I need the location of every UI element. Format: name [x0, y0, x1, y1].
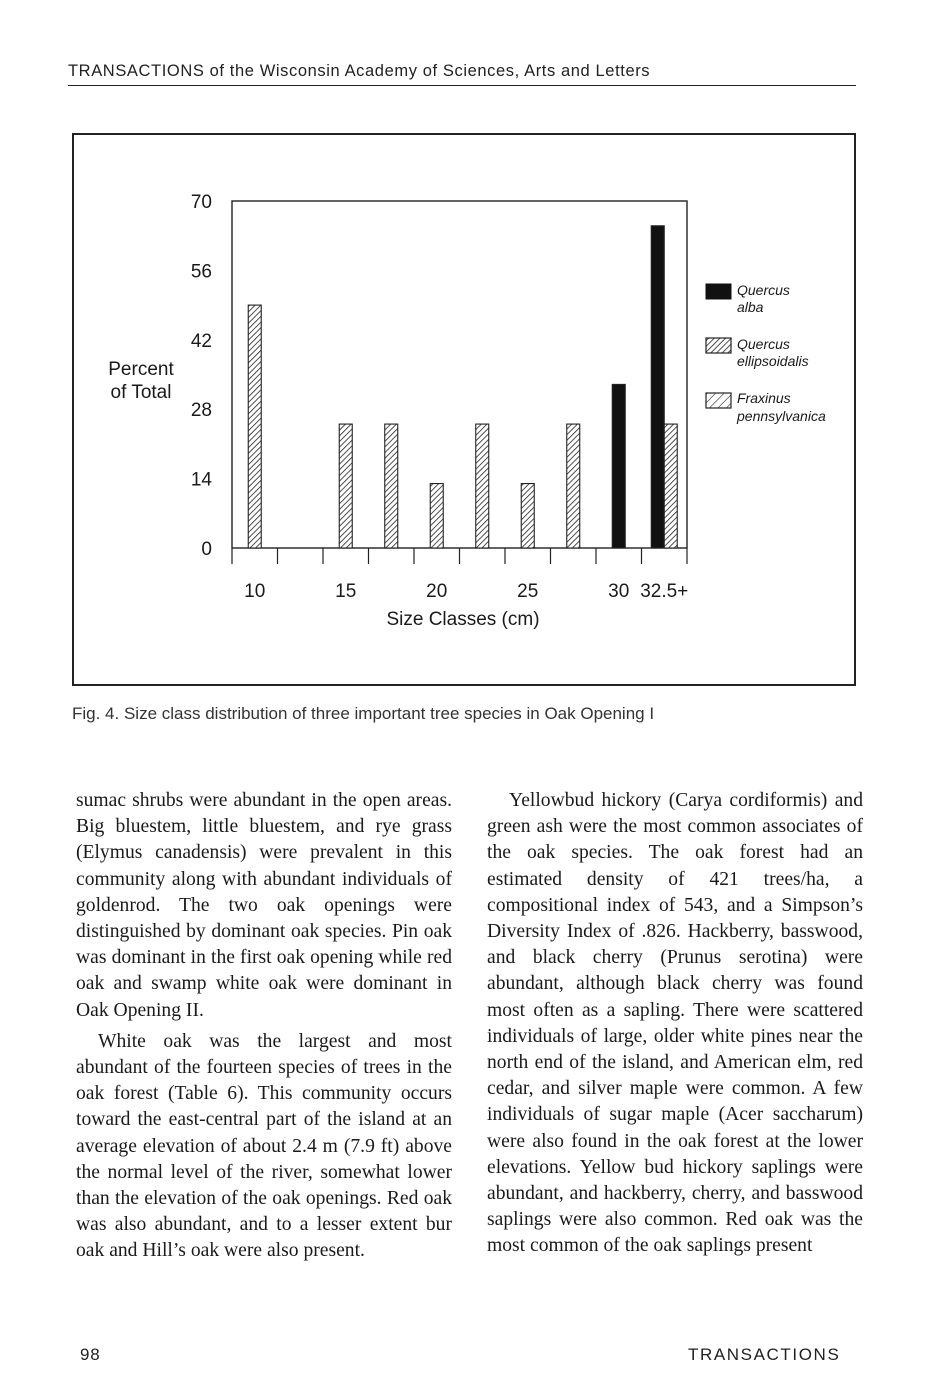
page-number: 98: [80, 1345, 101, 1364]
y-tick-label: 14: [190, 469, 212, 491]
legend-label-fraxinus-pennsylvanica-line2: pennsylvanica: [737, 408, 826, 424]
legend-label-quercus-alba-line2: alba: [737, 299, 764, 315]
bar-quercus-ellipsoidalis-25: [521, 484, 534, 548]
bar-quercus-alba-30: [612, 384, 625, 548]
body-column-left: [76, 788, 452, 1265]
paragraph: sumac shrubs were abundant in the open areas. Big bluestem, little bluestem, and rye grass (Elymus canadensis) were prevalent in this community along with abundant individuals of goldenrod. The two oak openings were distinguished by dominant oak species. Pin oak was dominant in the first oak opening while red oak and swamp white oak were dominant in Oak Opening II.: [76, 790, 452, 1021]
x-tick-label: 10: [244, 581, 266, 602]
x-axis-label: Size Classes (cm): [386, 609, 540, 630]
legend-label-quercus-ellipsoidalis-line1: Quercus: [737, 336, 790, 352]
y-tick-label: 56: [190, 261, 212, 283]
x-tick-label: 20: [426, 581, 448, 602]
body-column-right: [487, 788, 863, 1260]
legend-swatch-fraxinus-pennsylvanica: [706, 393, 731, 408]
paragraph: Yellowbud hickory (Carya cordiformis) and green ash were the most common associates of the oak species. The oak forest had an estimated density of 421 trees/ha, a compositional index of 543, and a Simpson’s Diversity Index of .826. Hackberry, basswood, and black cherry (Prunus serotina) were abundant, although black cherry was found most often as a sapling. There were scattered individuals of large, older white pines near the north end of the island, and American elm, red cedar, and silver maple were common. A few individuals of sugar maple (Acer saccharum) were also found in the oak forest at the lower elevations. Yellow bud hickory saplings were abundant, and hackberry, cherry, and basswood saplings were also common. Red oak was the most common of the oak saplings present: [487, 790, 863, 1257]
size-class-chart: [74, 135, 854, 684]
y-tick-label: 70: [190, 192, 212, 213]
x-tick-label: 32.5+: [640, 581, 689, 602]
bar-quercus-ellipsoidalis-17.5: [385, 424, 398, 548]
legend: [706, 282, 826, 424]
running-head: TRANSACTIONS of the Wisconsin Academy of Sciences, Arts and Letters: [68, 62, 856, 86]
footer-journal-title: TRANSACTIONS: [688, 1345, 841, 1364]
y-tick-label: 42: [190, 330, 212, 352]
bar-quercus-ellipsoidalis-10: [248, 305, 261, 548]
bar-quercus-alba-32.5+: [651, 226, 664, 548]
x-tick-label: 15: [335, 581, 357, 602]
legend-label-quercus-ellipsoidalis-line2: ellipsoidalis: [737, 353, 809, 369]
y-axis-label-line1: Percent: [108, 359, 174, 380]
legend-label-fraxinus-pennsylvanica-line1: Fraxinus: [737, 390, 791, 406]
x-tick-label: 30: [608, 581, 630, 602]
y-tick-label: 0: [201, 539, 212, 560]
legend-label-quercus-alba-line1: Quercus: [737, 282, 790, 298]
bar-quercus-ellipsoidalis-20: [430, 484, 443, 548]
x-tick-label: 25: [517, 581, 539, 602]
y-axis-label-line2: of Total: [110, 382, 172, 403]
figure-caption: Fig. 4. Size class distribution of three important tree species in Oak Opening I: [72, 704, 655, 723]
paragraph: White oak was the largest and most abundant of the fourteen species of trees in the oak forest (Table 6). This community occurs toward the east-central part of the island at an average elevation of about 2.4 m (7.9 ft) above the normal level of the river, somewhat lower than the elevation of the oak openings. Red oak was also abundant, and to a lesser extent bur oak and Hill’s oak were also present.: [76, 1030, 452, 1262]
legend-swatch-quercus-alba: [706, 284, 731, 299]
y-tick-label: 28: [190, 400, 212, 422]
bar-quercus-ellipsoidalis-22.5: [476, 424, 489, 548]
bar-quercus-ellipsoidalis-27.5: [567, 424, 580, 548]
legend-swatch-quercus-ellipsoidalis: [706, 338, 731, 353]
figure-4: [72, 133, 856, 686]
bar-quercus-ellipsoidalis-15: [339, 424, 352, 548]
bar-quercus-ellipsoidalis-32.5+: [664, 424, 677, 548]
